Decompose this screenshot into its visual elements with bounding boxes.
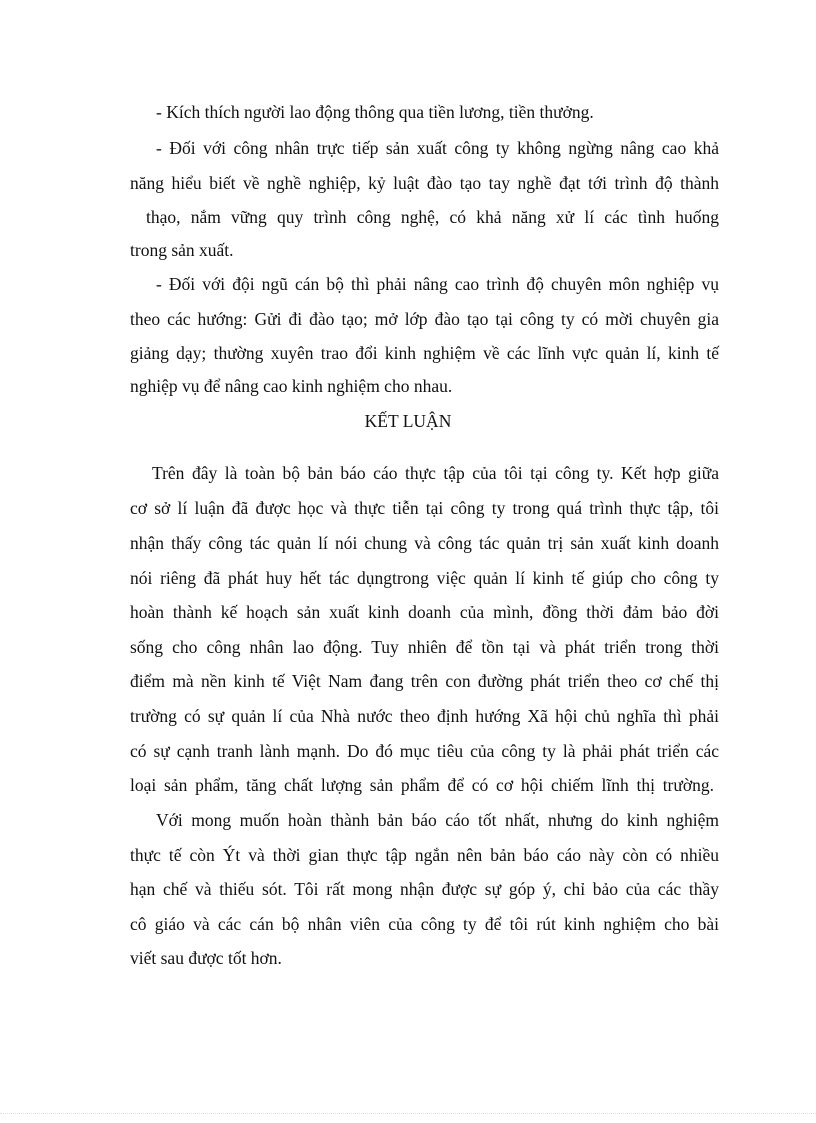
- page-bottom-edge: [0, 1113, 816, 1114]
- paragraph-line: Trên đây là toàn bộ bản báo cáo thực tập của tôi tại công ty. Kết hợp giữa: [152, 463, 719, 483]
- measure-line: - Đối với công nhân trực tiếp sản xuất công ty không ngừng nâng cao khả: [156, 138, 719, 158]
- paragraph-line: Với mong muốn hoàn thành bản báo cáo tốt nhất, nhưng do kinh nghiệm: [156, 810, 719, 830]
- paragraph-line: cô giáo và các cán bộ nhân viên của công ty để tôi rút kinh nghiệm cho bài: [130, 914, 719, 934]
- measure-line: thạo, nắm vững quy trình công nghệ, có khả năng xử lí các tình huống: [146, 207, 719, 227]
- paragraph-line: có sự cạnh tranh lành mạnh. Do đó mục tiêu của công ty là phải phát triển các: [130, 741, 719, 761]
- measure-line: trong sản xuất.: [130, 240, 234, 260]
- paragraph-line: loại sản phẩm, tăng chất lượng sản phẩm để có cơ hội chiếm lĩnh thị trường.: [130, 775, 714, 795]
- paragraph-line: điểm mà nền kinh tế Việt Nam đang trên con đường phát triển theo cơ chế thị: [130, 671, 719, 691]
- measure-line: giảng dạy; thường xuyên trao đổi kinh nghiệm về các lĩnh vực quản lí, kinh tế: [130, 343, 719, 363]
- paragraph-line: trường có sự quản lí của Nhà nước theo định hướng Xã hội chủ nghĩa thì phải: [130, 706, 719, 726]
- measure-line: - Đối với đội ngũ cán bộ thì phải nâng cao trình độ chuyên môn nghiệp vụ: [156, 274, 719, 294]
- measure-line: nghiệp vụ để nâng cao kinh nghiệm cho nhau.: [130, 376, 453, 396]
- paragraph-line: thực tế còn Ýt và thời gian thực tập ngắn nên bản báo cáo này còn có nhiều: [130, 845, 719, 865]
- measure-line: năng hiểu biết về nghề nghiệp, kỷ luật đào tạo tay nghề đạt tới trình độ thành: [130, 173, 719, 193]
- paragraph-line: sống cho công nhân lao động. Tuy nhiên để tồn tại và phát triển trong thời: [130, 637, 719, 657]
- section-heading: KẾT LUẬN: [364, 411, 452, 431]
- paragraph-line: nhận thấy công tác quản lí nói chung và công tác quản trị sản xuất kinh doanh: [130, 533, 719, 553]
- paragraph-line: cơ sở lí luận đã được học và thực tiễn tại công ty trong quá trình thực tập, tôi: [130, 498, 719, 518]
- measure-line: - Kích thích người lao động thông qua tiền lương, tiền thưởng.: [156, 102, 594, 122]
- paragraph-line: hoàn thành kế hoạch sản xuất kinh doanh của mình, đồng thời đảm bảo đời: [130, 602, 719, 622]
- paragraph-line: viết sau được tốt hơn.: [130, 948, 282, 968]
- paragraph-line: nói riêng đã phát huy hết tác dụngtrong việc quản lí kinh tế giúp cho công ty: [130, 568, 719, 588]
- paragraph-line: hạn chế và thiếu sót. Tôi rất mong nhận được sự góp ý, chỉ bảo của các thầy: [130, 879, 719, 899]
- measure-line: theo các hướng: Gửi đi đào tạo; mở lớp đào tạo tại công ty có mời chuyên gia: [130, 309, 719, 329]
